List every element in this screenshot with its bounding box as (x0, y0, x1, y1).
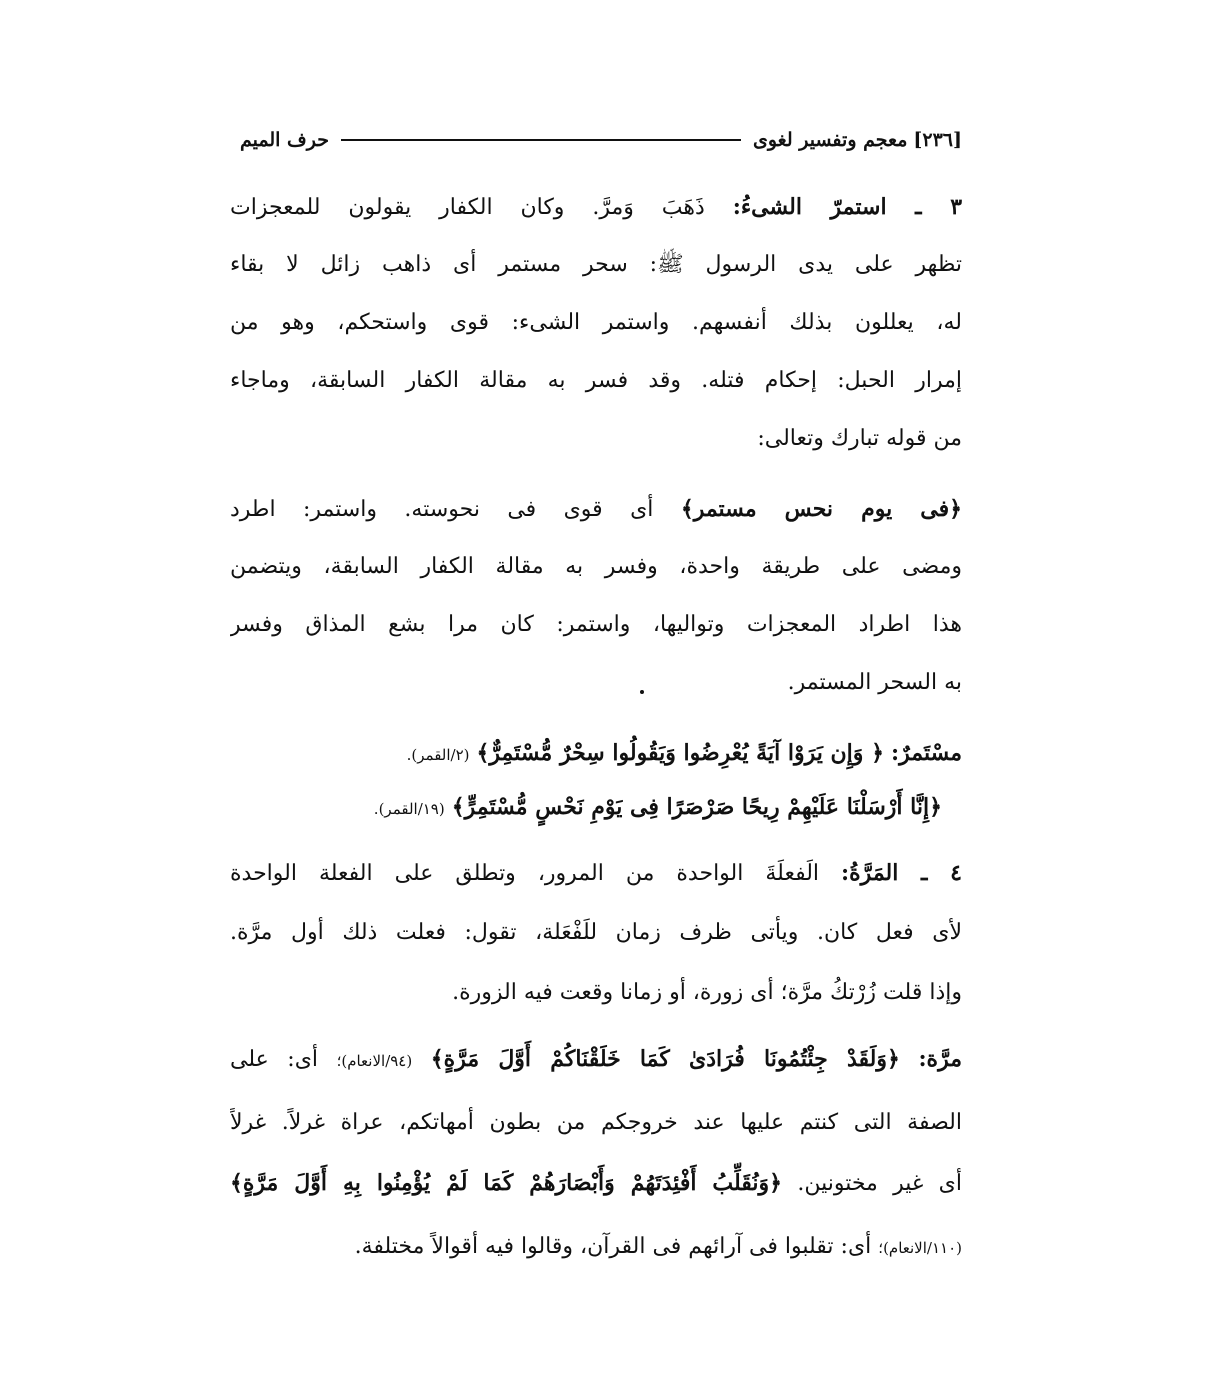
quran-verse: ﴿وَنُقَلِّبُ أَفْئِدَتَهُمْ وَأَبْصَارَهُمْ كَمَا لَمْ يُؤْمِنُوا بِهِ أَوَّلَ مَرَّةٍ﴾ (230, 1170, 783, 1196)
entry-4-line-2: لأى فعل كان. ويأتى ظرف زمان للَفْعَلة، تقول: فعلت ذلك أول مرَّة. (230, 920, 962, 945)
para-2-line-2: ومضى على طريقة واحدة، وفسر به مقالة الكفار السابقة، ويتضمن (230, 554, 962, 579)
entry-4-heading: ٤ ـ المَرَّةُ: (841, 860, 962, 886)
entry-3-line-3: له، يعللون بذلك أنفسهم. واستمر الشىء: قوى واستحكم، وهو من (230, 310, 962, 335)
citation-term: مسْتَمرٌ: (890, 740, 962, 766)
verse-reference: (١٩/القمر). (373, 800, 445, 818)
entry-4-line-1: ٤ ـ المَرَّةُ: الَفعلَةَ الواحدة من المرور، وتطلق على الفعلة الواحدة (230, 860, 962, 886)
entry-3-line-4: إمرار الحبل: إحكام فتله. وقد فسر به مقالة الكفار السابقة، وماجاء (230, 368, 962, 393)
quran-verse: ﴿ وَإِن يَرَوْا آيَةً يُعْرِضُوا وَيَقُولُوا سِحْرٌ مُّسْتَمِرٌّ﴾ (476, 740, 884, 766)
citation2-line-3: أى غير مختونين. ﴿وَنُقَلِّبُ أَفْئِدَتَهُمْ وَأَبْصَارَهُمْ كَمَا لَمْ يُؤْمِنُوا بِهِ أَوَّلَ مَرَّةٍ﴾ (230, 1170, 962, 1196)
quran-verse: ﴿وَلَقَدْ جِئْتُمُونَا فُرَادَىٰ كَمَا خَلَقْنَاكُمْ أَوَّلَ مَرَّةٍ﴾ (430, 1046, 900, 1072)
book-title: معجم وتفسير لغوى (753, 129, 908, 151)
header-rule (341, 139, 741, 141)
citation-line-1 (230, 724, 962, 782)
entry-3-line-2: تظهر على يدى الرسول ﷺ: سحر مستمر أى ذاهب زائل لا بقاء (230, 252, 962, 277)
citation-term: مرَّة: (918, 1046, 962, 1072)
citation2-line-2: الصفة التى كنتم عليها عند خروجكم من بطون أمهاتكم، عراة غرلاً. غرلاً (230, 1110, 962, 1135)
citation2-line-1: مرَّة: ﴿وَلَقَدْ جِئْتُمُونَا فُرَادَىٰ كَمَا خَلَقْنَاكُمْ أَوَّلَ مَرَّةٍ﴾ (٩٤/الانعام)؛ أى: على (230, 1046, 962, 1072)
para-2-line-3: هذا اطراد المعجزات وتواليها، واستمر: كان مرا بشع المذاق وفسر (230, 612, 962, 637)
section-title: حرف الميم (240, 129, 329, 151)
para-2-line-4: به السحر المستمر. (787, 670, 962, 695)
entry-4-line-3: وإذا قلت زُرْتكُ مرَّة؛ أى زورة، أو زمانا وقعت فيه الزورة. (452, 980, 962, 1005)
page-number: [٢٣٦] (913, 129, 962, 151)
para-2-line-1: ﴿فى يوم نحس مستمر﴾ أى قوى فى نحوسته. واستمر: اطرد (230, 496, 962, 522)
citation2-line-4: (١١٠/الانعام)؛ أى: تقلبوا فى آرائهم فى القرآن، وقالوا فيه أقوالاً مختلفة. (354, 1234, 962, 1259)
entry-3-line-5: من قوله تبارك وتعالى: (757, 426, 962, 451)
entry-3-line-1: ٣ ـ استمرّ الشىءُ: ذَهَبَ وَمرَّ. وكان الكفار يقولون للمعجزات (230, 194, 962, 220)
verse-reference: (٩٤/الانعام)؛ (336, 1052, 413, 1070)
quran-verse: ﴿إِنَّا أَرْسَلْنَا عَلَيْهِمْ رِيحًا صَرْصَرًا فِى يَوْمِ نَحْسٍ مُّسْتَمِرٍّ﴾ (451, 794, 942, 820)
citation-line-2 (230, 778, 942, 836)
verse-reference: (٢/القمر). (406, 746, 470, 764)
verse-reference: (١١٠/الانعام)؛ (878, 1239, 962, 1257)
quran-quote: ﴿فى يوم نحس مستمر﴾ (680, 496, 962, 522)
running-header (240, 122, 962, 158)
entry-3-heading: ٣ ـ استمرّ الشىءُ: (732, 194, 962, 220)
ink-speck (640, 690, 644, 694)
